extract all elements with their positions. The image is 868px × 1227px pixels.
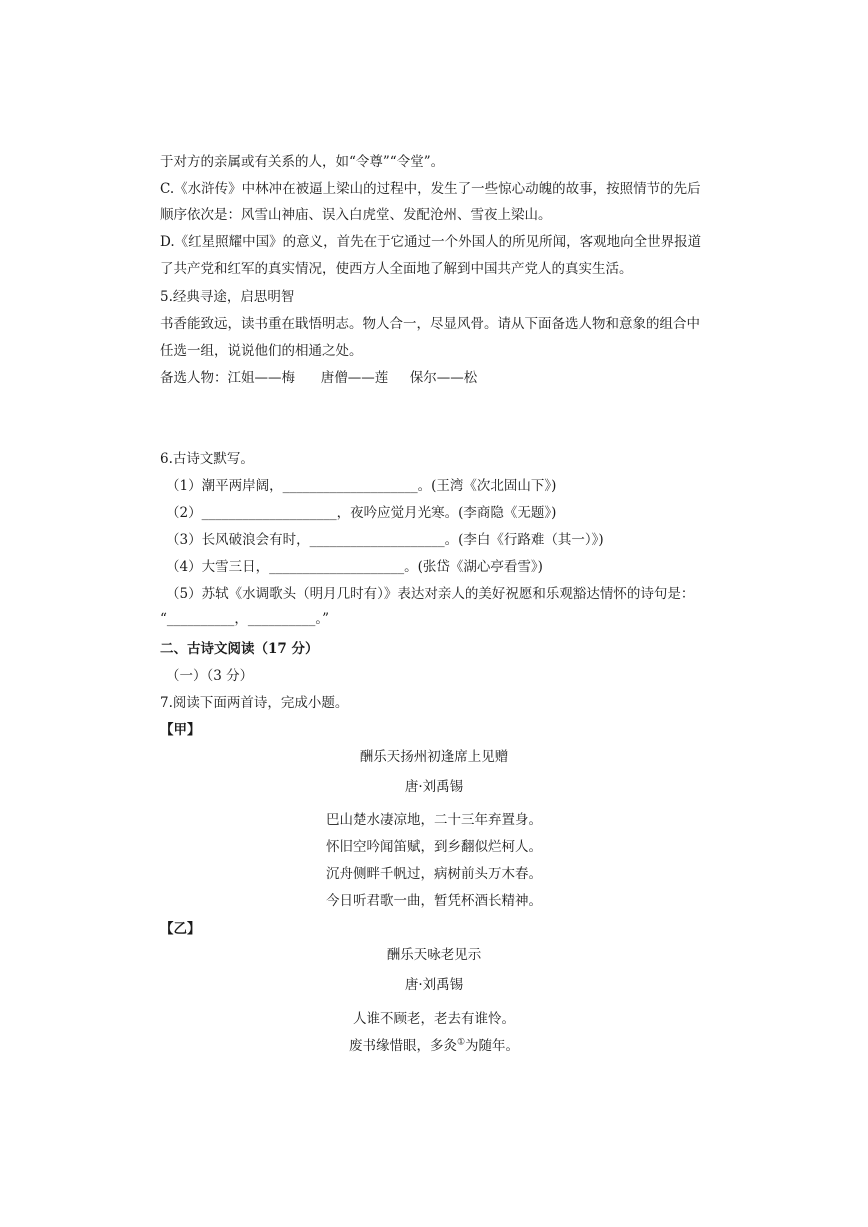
poem-2-line [0, 1037, 868, 1055]
recitation-item-4: （4）大雪三日，____________________。(张岱《湖心亭看雪》) [166, 559, 543, 575]
option-d-line-1: D.《红星照耀中国》的意义，首先在于它通过一个外国人的所见所闻，客观地向全世界报道 [160, 234, 702, 250]
recitation-item-1: （1）潮平两岸阔，____________________。(王湾《次北固山下》) [166, 478, 557, 494]
recitation-item-5: （5）苏轼《水调歌头（明月几时有）》表达对亲人的美好祝愿和乐观豁达情怀的诗句是： [166, 586, 695, 602]
question-5-prompt-1: 书香能致远，读书重在戢悟明志。物人合一，尽显风骨。请从下面备选人物和意象的组合中 [160, 316, 700, 332]
poem-jia-label: 【甲】 [160, 722, 201, 738]
poem-2-title: 酬乐天咏老见示 [386, 947, 482, 963]
question-6-heading: 6.古诗文默写。 [160, 451, 254, 467]
poem-2-line-text: 为随年。 [465, 1038, 520, 1054]
option-c-line-1: C.《水浒传》中林冲在被逼上梁山的过程中，发生了一些惊心动魄的故事，按照情节的先后 [160, 181, 701, 197]
poem-1-line: 沉舟侧畔千帆过，病树前头万木春。 [326, 866, 542, 882]
recitation-item-5-blanks: “__________，__________。” [160, 611, 330, 627]
question-7-heading: 7.阅读下面两首诗，完成小题。 [160, 695, 349, 711]
poem-1-title: 酬乐天扬州初逢席上见赠 [359, 749, 509, 765]
poem-2-author: 唐·刘禹锡 [404, 977, 464, 993]
option-c-line-2: 顺序依次是：风雪山神庙、误入白虎堂、发配沧州、雪夜上梁山。 [160, 207, 552, 223]
recitation-item-2: （2）____________________，夜吟应觉月光寒。(李商隐《无题》) [166, 505, 557, 521]
poem-2-line-text: 废书缘惜眼，多灸 [348, 1038, 457, 1054]
section-2-heading: 二、古诗文阅读（17 分） [160, 641, 319, 657]
poem-yi-label: 【乙】 [160, 921, 201, 937]
subsection-1-heading: （一）（3 分） [166, 668, 254, 684]
poem-1-line: 今日听君歌一曲，暂凭杯酒长精神。 [326, 893, 542, 909]
recitation-item-3: （3）长风破浪会有时，____________________。(李白《行路难（其一）》) [166, 532, 604, 548]
option-b-continuation: 于对方的亲属或有关系的人，如“令尊”“令堂”。 [160, 154, 445, 170]
option-d-line-2: 了共产党和红军的真实情况，使西方人全面地了解到中国共产党人的真实生活。 [160, 261, 633, 277]
question-5-prompt-2: 任选一组，说说他们的相通之处。 [160, 343, 363, 359]
question-5-heading: 5.经典寻途，启思明智 [160, 289, 295, 305]
poem-1-line: 怀旧空吟闻笛赋，到乡翻似烂柯人。 [326, 839, 542, 855]
question-5-options: 备选人物：江姐——梅 唐僧——莲 保尔——松 [160, 370, 478, 386]
poem-2-line: 人谁不顾老，老去有谁怜。 [353, 1011, 515, 1027]
poem-1-author: 唐·刘禹锡 [404, 779, 464, 795]
footnote-marker: ① [456, 1037, 466, 1048]
poem-1-line: 巴山楚水凄凉地，二十三年弃置身。 [326, 812, 542, 828]
